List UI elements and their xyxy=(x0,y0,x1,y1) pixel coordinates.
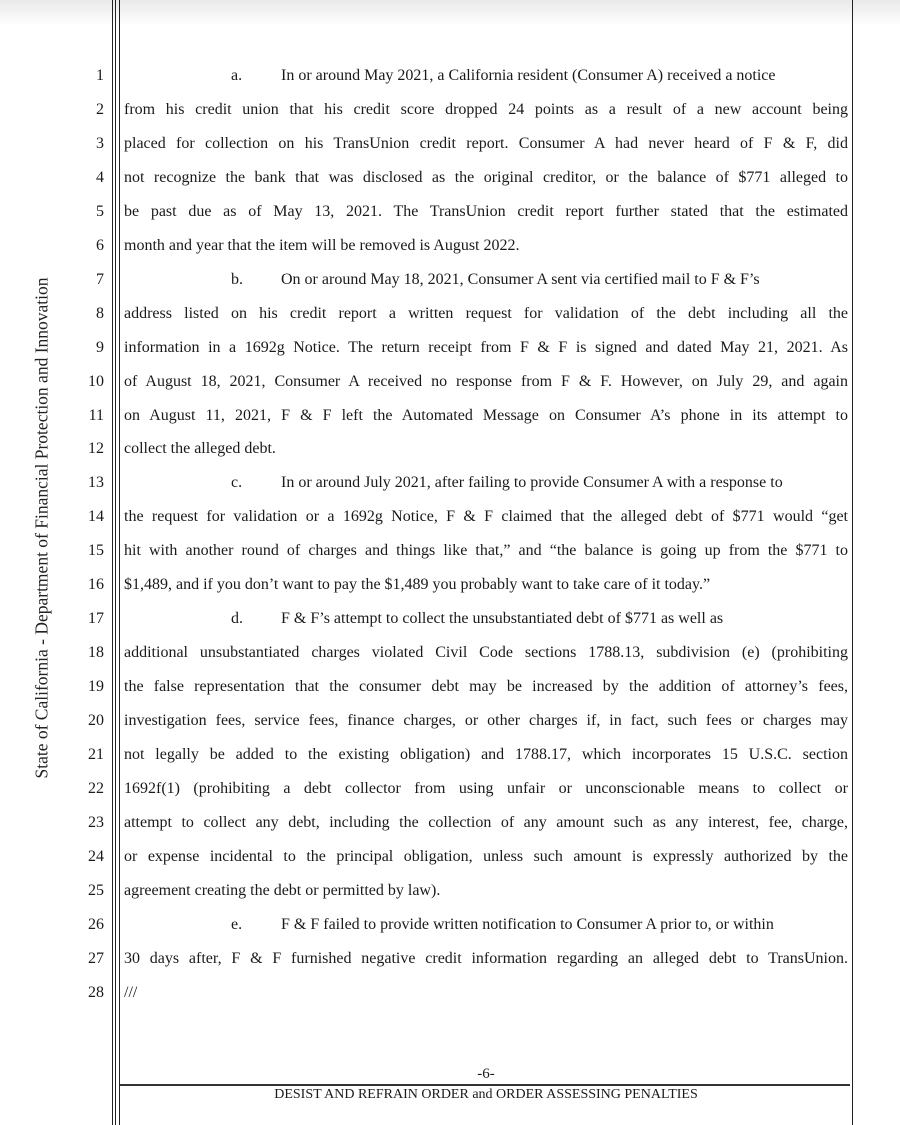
line-number: 1 xyxy=(96,67,104,84)
line-number: 20 xyxy=(88,712,104,729)
text-line xyxy=(124,609,848,629)
line-text: In or around July 2021, after failing to provide Consumer A with a response to xyxy=(281,474,783,491)
line-number: 2 xyxy=(96,101,104,118)
left-margin-rule xyxy=(115,0,116,1125)
text-line: collect the alleged debt. xyxy=(124,440,276,457)
line-text: In or around May 2021, a California resident (Consumer A) received a notice xyxy=(281,67,776,84)
text-line: $1,489, and if you don’t want to pay the $1,489 you probably want to take care of it today.” xyxy=(124,576,711,593)
line-number: 7 xyxy=(96,271,104,288)
line-text: On or around May 18, 2021, Consumer A sent via certified mail to F & F’s xyxy=(281,271,760,288)
paragraph-label: a. xyxy=(231,67,243,84)
text-line: or expense incidental to the principal obligation, unless such amount is expressly authorized by the xyxy=(124,848,848,865)
text-line xyxy=(124,66,848,86)
paragraph-label: d. xyxy=(231,610,243,627)
line-number: 8 xyxy=(96,305,104,322)
page-number: -6- xyxy=(477,1066,495,1082)
text-line: the false representation that the consumer debt may be increased by the addition of attorney’s fees, xyxy=(124,678,848,695)
line-number: 5 xyxy=(96,203,104,220)
line-text: F & F failed to provide written notification to Consumer A prior to, or within xyxy=(281,916,774,933)
text-line: 30 days after, F & F furnished negative credit information regarding an alleged debt to TransUnion. xyxy=(124,950,848,967)
text-line: investigation fees, service fees, finance charges, or other charges if, in fact, such fees or charges may xyxy=(124,712,848,729)
line-number: 9 xyxy=(96,339,104,356)
text-line: information in a 1692g Notice. The return receipt from F & F is signed and dated May 21, 2021. As xyxy=(124,339,848,356)
line-number: 11 xyxy=(88,407,104,424)
text-line: agreement creating the debt or permitted by law). xyxy=(124,882,441,899)
line-number: 18 xyxy=(88,644,104,661)
line-number: 17 xyxy=(88,610,104,627)
left-margin-rule xyxy=(112,0,113,1125)
text-line: placed for collection on his TransUnion credit report. Consumer A had never heard of F & F, did xyxy=(124,135,848,152)
line-number: 10 xyxy=(88,373,104,390)
sidebar-caption-text: State of California - Department of Financial Protection and Innovation xyxy=(31,277,52,779)
text-line: hit with another round of charges and things like that,” and “the balance is going up from the $771 to xyxy=(124,542,848,559)
line-number: 25 xyxy=(88,882,104,899)
footer-rule xyxy=(120,1084,850,1086)
line-number: 28 xyxy=(88,984,104,1001)
line-number: 16 xyxy=(88,576,104,593)
line-number: 27 xyxy=(88,950,104,967)
paragraph-label: b. xyxy=(231,271,243,288)
paragraph-label: c. xyxy=(231,474,243,491)
paragraph-label: e. xyxy=(231,916,243,933)
line-number: 21 xyxy=(88,746,104,763)
line-number: 13 xyxy=(88,474,104,491)
line-number: 24 xyxy=(88,848,104,865)
line-number: 26 xyxy=(88,916,104,933)
text-line: address listed on his credit report a written request for validation of the debt including all the xyxy=(124,305,848,322)
text-line: from his credit union that his credit score dropped 24 points as a result of a new account being xyxy=(124,101,848,118)
line-number: 4 xyxy=(96,169,104,186)
text-line: not legally be added to the existing obligation) and 1788.17, which incorporates 15 U.S.C. section xyxy=(124,746,848,763)
text-line: be past due as of May 13, 2021. The TransUnion credit report further stated that the estimated xyxy=(124,203,848,220)
line-number: 22 xyxy=(88,780,104,797)
text-line: the request for validation or a 1692g Notice, F & F claimed that the alleged debt of $771 would “get xyxy=(124,508,848,525)
left-margin-rule xyxy=(119,0,120,1125)
text-line: 1692f(1) (prohibiting a debt collector from using unfair or unconscionable means to collect or xyxy=(124,780,848,797)
text-line xyxy=(124,270,848,290)
line-number: 14 xyxy=(88,508,104,525)
text-line xyxy=(124,915,848,935)
text-line: attempt to collect any debt, including the collection of any amount such as any interest, fee, charge, xyxy=(124,814,848,831)
text-line: of August 18, 2021, Consumer A received no response from F & F. However, on July 29, and again xyxy=(124,373,848,390)
line-number: 15 xyxy=(88,542,104,559)
text-line: /// xyxy=(124,984,138,1001)
text-line xyxy=(124,473,848,493)
right-margin-rule xyxy=(852,0,853,1125)
text-line: additional unsubstantiated charges violated Civil Code sections 1788.13, subdivision (e) (prohibiting xyxy=(124,644,848,661)
text-line: not recognize the bank that was disclosed as the original creditor, or the balance of $771 alleged to xyxy=(124,169,848,186)
line-number: 6 xyxy=(96,237,104,254)
line-number: 19 xyxy=(88,678,104,695)
line-number: 3 xyxy=(96,135,104,152)
text-line: month and year that the item will be removed is August 2022. xyxy=(124,237,520,254)
footer-title: DESIST AND REFRAIN ORDER and ORDER ASSESSING PENALTIES xyxy=(274,1087,698,1102)
text-line: on August 11, 2021, F & F left the Automated Message on Consumer A’s phone in its attempt to xyxy=(124,407,848,424)
line-text: F & F’s attempt to collect the unsubstantiated debt of $771 as well as xyxy=(281,610,724,627)
line-number: 23 xyxy=(88,814,104,831)
top-band xyxy=(0,0,900,26)
line-number: 12 xyxy=(88,440,104,457)
